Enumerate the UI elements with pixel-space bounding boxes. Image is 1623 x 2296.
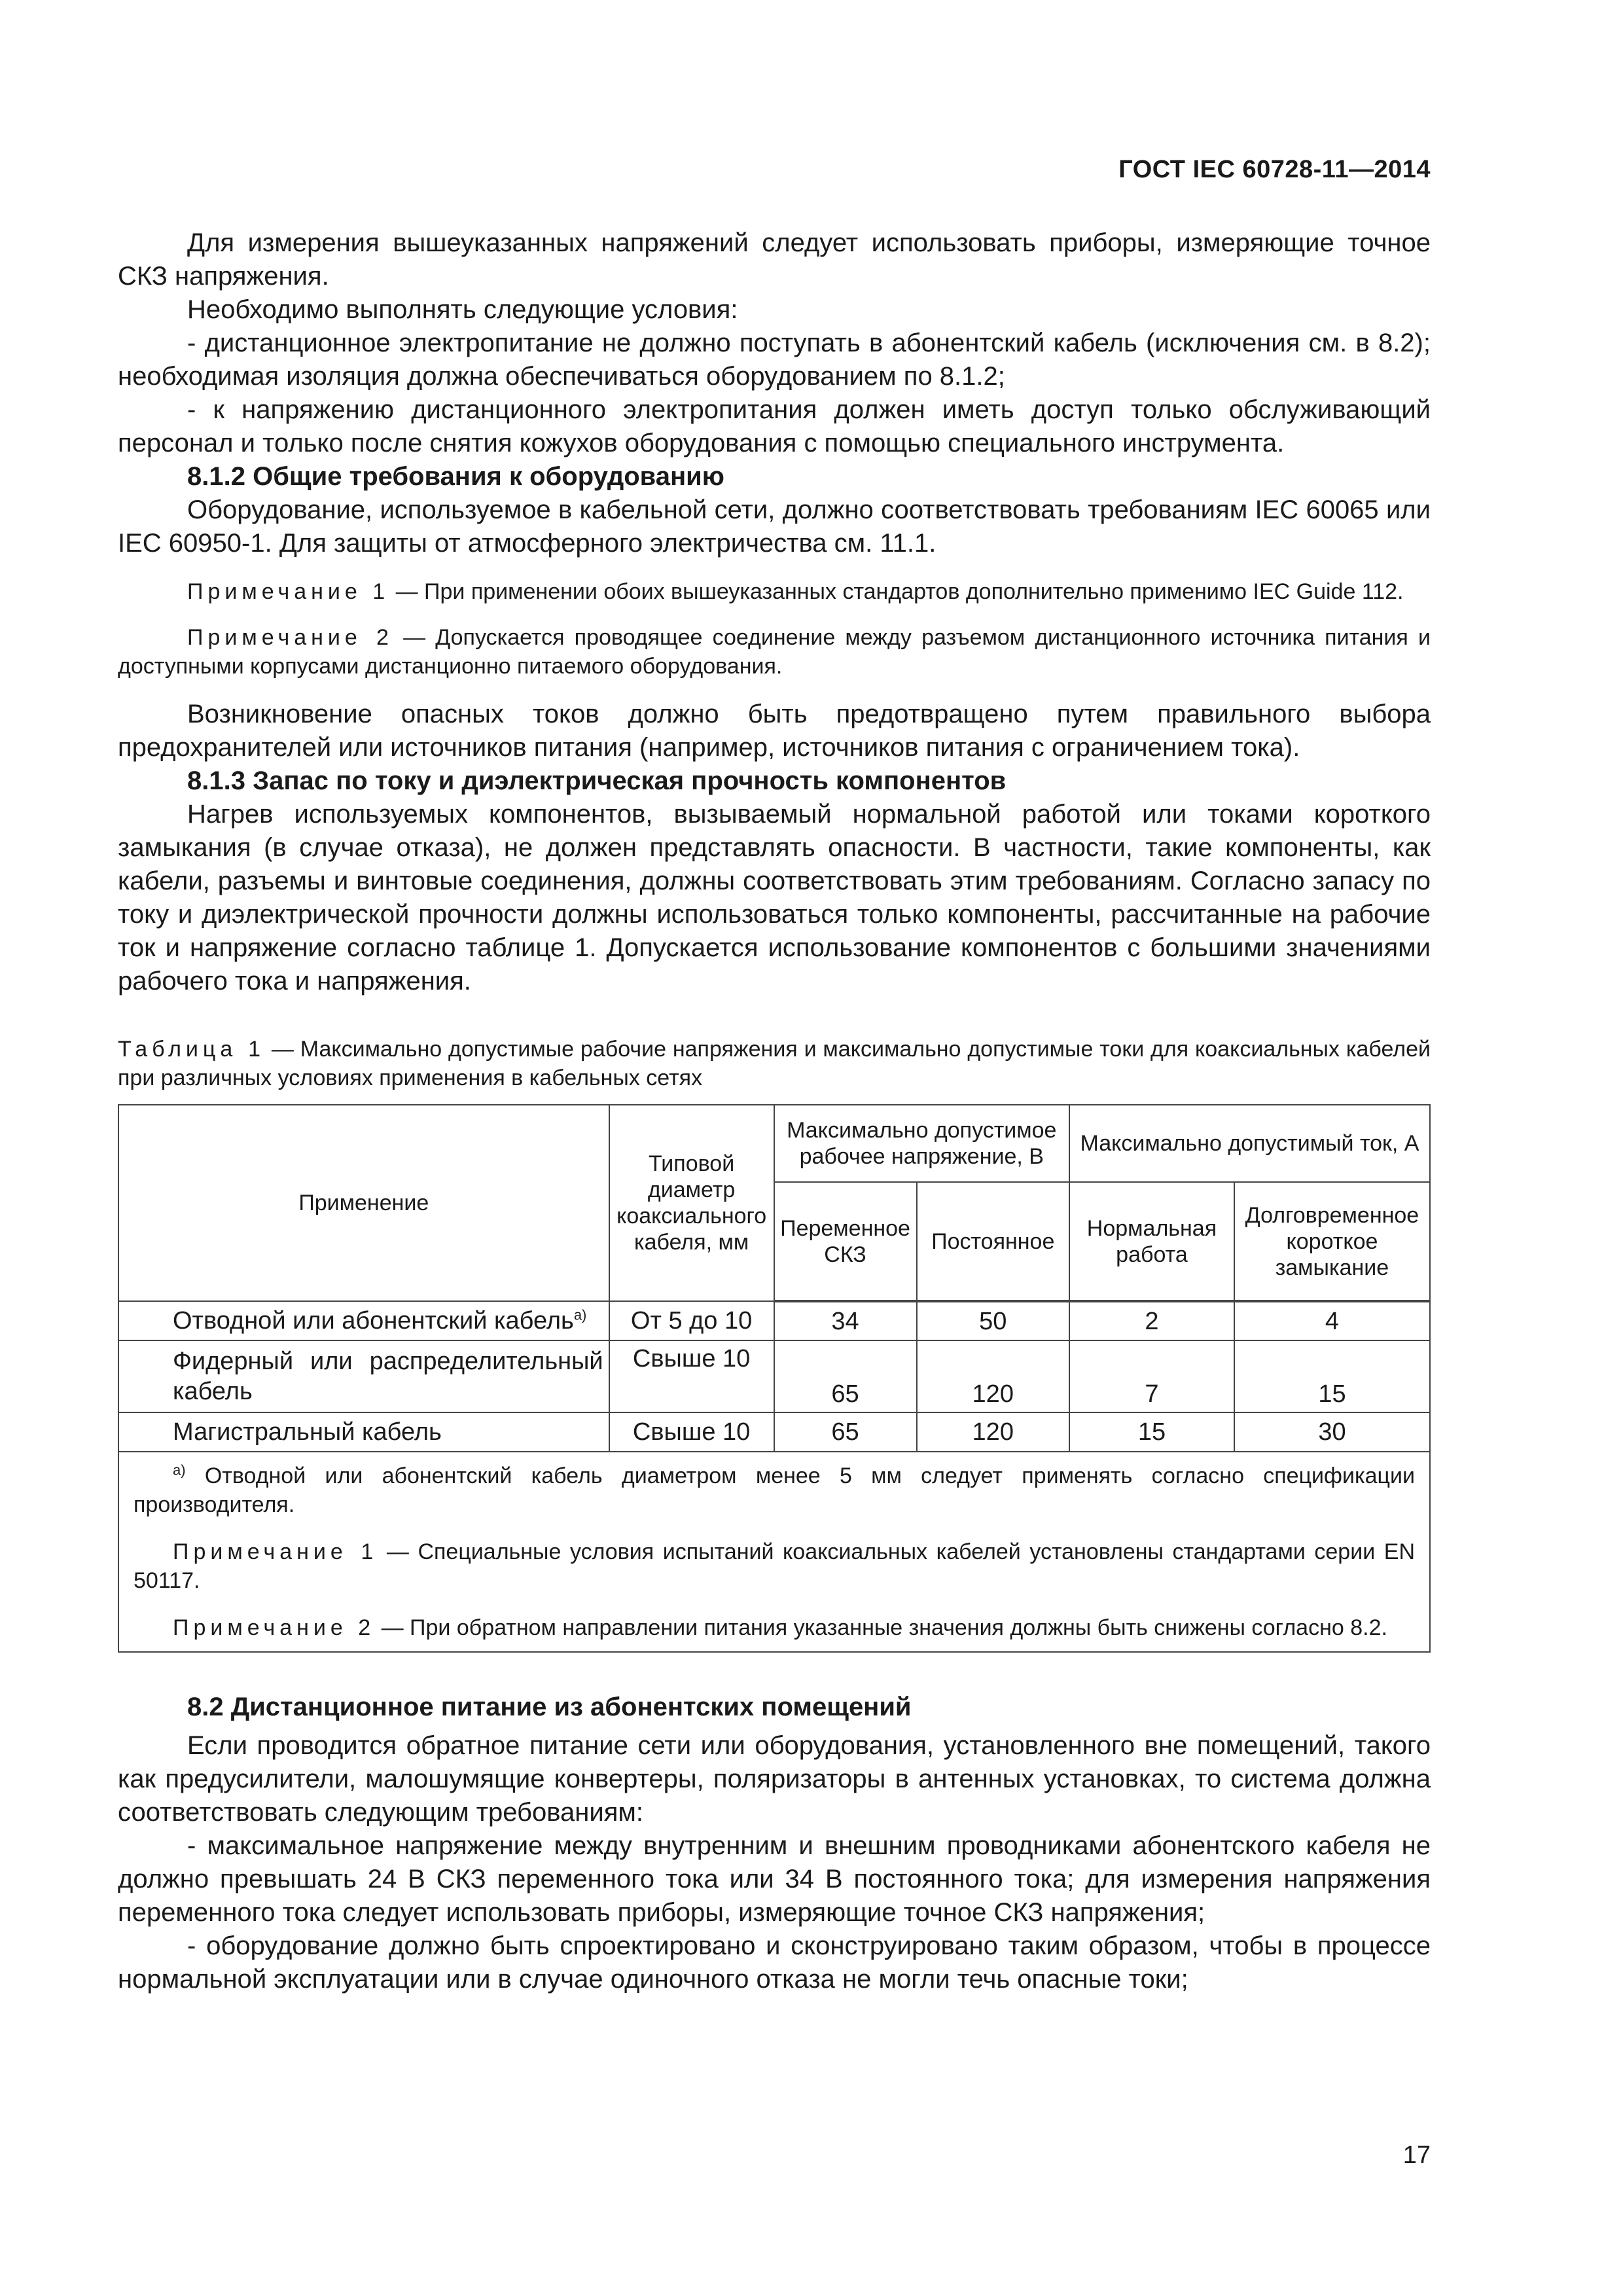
note-text: — При обратном направлении питания указанные значения должны быть снижены согласно 8.2.	[375, 1615, 1387, 1640]
page-number: 17	[1402, 2142, 1431, 2169]
section-heading-8-2: 8.2 Дистанционное питание из абонентских помещений	[187, 1693, 912, 1721]
footnote-ref: а)	[573, 1306, 587, 1323]
paragraph: Возникновение опасных токов должно быть предотвращено путем правильного выбора предохранителей или источников питания (например, источников питания с ограничением тока).	[118, 700, 1431, 762]
note-text: — При применении обоих вышеуказанных стандартов дополнительно применимо IEC Guide 112.	[389, 579, 1404, 604]
table-1	[118, 1104, 1431, 1653]
table-footnote-cell	[118, 1452, 1430, 1652]
table-caption-label: Таблица 1	[118, 1037, 266, 1062]
table-footnote	[134, 1462, 1415, 1519]
cell-application: Фидерный или распределительный кабель	[118, 1340, 609, 1412]
note-text: — Специальные условия испытаний коаксиальных кабелей установлены стандартами серии EN 50117.	[134, 1539, 1415, 1593]
paragraph: Для измерения вышеуказанных напряжений следует использовать приборы, измеряющие точное СКЗ напряжения.	[118, 228, 1431, 291]
paragraph: Нагрев используемых компонентов, вызываемый нормальной работой или токами короткого замыкания (в случае отказа), не должен представлять опасности. В частности, такие компоненты, как кабели, разъемы и винтовые соединения, должны соответствовать этим требованиям. Согласно запасу по току и диэлектрической прочности должны использоваться только компоненты, рассчитанные на рабочие ток и напряжение согласно таблице 1. Допускается использование компонентов с большими значениями рабочего тока и напряжения.	[118, 800, 1431, 996]
cell-short: 30	[1234, 1412, 1430, 1452]
cell-ac: 65	[774, 1340, 917, 1412]
cell-short: 15	[1234, 1340, 1430, 1412]
list-item: - оборудование должно быть спроектировано и сконструировано таким образом, чтобы в процессе нормальной эксплуатации или в случае одиночного отказа не могли течь опасные токи;	[118, 1931, 1431, 1994]
column-header-diameter: Типовой диаметр коаксиального кабеля, мм	[609, 1105, 774, 1301]
table-footnotes	[118, 1452, 1430, 1652]
cell-dc: 120	[917, 1412, 1069, 1452]
paragraph: Необходимо выполнять следующие условия:	[187, 295, 738, 324]
cell-ac: 65	[774, 1412, 917, 1452]
cell-diameter: Свыше 10	[609, 1412, 774, 1452]
list-item: - к напряжению дистанционного электропитания должен иметь доступ только обслуживающий персонал и только после снятия кожухов оборудования с помощью специального инструмента.	[118, 395, 1431, 457]
cell-short: 4	[1234, 1301, 1430, 1340]
section-heading-8-1-2: 8.1.2 Общие требования к оборудованию	[187, 462, 724, 491]
column-header-application: Применение	[118, 1105, 609, 1301]
cell-application	[118, 1301, 609, 1340]
list-item: - дистанционное электропитание не должно поступать в абонентский кабель (исключения см. в 8.2); необходимая изоляция должна обеспечиваться оборудованием по 8.1.2;	[118, 329, 1431, 391]
note-label: Примечание 1	[173, 1539, 378, 1564]
cell-diameter: Свыше 10	[609, 1340, 774, 1412]
column-header-normal: Нормальная работа	[1069, 1182, 1234, 1301]
table-row	[118, 1412, 1430, 1452]
table-row	[118, 1340, 1430, 1412]
column-header-current-group: Максимально допустимый ток, А	[1069, 1105, 1430, 1182]
note-1	[118, 577, 1431, 606]
cell-normal: 7	[1069, 1340, 1234, 1412]
cell-normal: 15	[1069, 1412, 1234, 1452]
cell-normal: 2	[1069, 1301, 1234, 1340]
table-caption-text: — Максимально допустимые рабочие напряжения и максимально допустимые токи для коаксиальных кабелей при различных условиях применения в кабельных сетях	[118, 1037, 1431, 1090]
paragraph: Если проводится обратное питание сети или оборудования, установленного вне помещений, такого как предусилители, малошумящие конвертеры, поляризаторы в антенных установках, то система должна соответствовать следующим требованиям:	[118, 1731, 1431, 1827]
section-heading-8-1-3: 8.1.3 Запас по току и диэлектрическая прочность компонентов	[187, 766, 1007, 795]
cell-text: Отводной или абонентский кабель	[173, 1307, 574, 1335]
column-header-short-circuit: Долговременное короткое замыкание	[1234, 1182, 1430, 1301]
note-label: Примечание 1	[187, 579, 390, 604]
table-caption	[118, 1035, 1431, 1092]
column-header-ac: Переменное СКЗ	[774, 1182, 917, 1301]
table-note-2	[134, 1613, 1415, 1642]
cell-ac: 34	[774, 1301, 917, 1340]
cell-dc: 120	[917, 1340, 1069, 1412]
cell-dc: 50	[917, 1301, 1069, 1340]
note-text: — Допускается проводящее соединение между разъемом дистанционного источника питания и доступными корпусами дистанционно питаемого оборудования.	[118, 625, 1431, 679]
footnote-text: Отводной или абонентский кабель диаметром менее 5 мм следует применять согласно спецификации производителя.	[134, 1463, 1415, 1517]
note-label: Примечание 2	[173, 1615, 376, 1640]
table-row	[118, 1301, 1430, 1340]
cell-diameter: От 5 до 10	[609, 1301, 774, 1340]
note-2	[118, 623, 1431, 681]
document-header: ГОСТ IEC 60728-11—2014	[1118, 156, 1431, 183]
column-header-dc: Постоянное	[917, 1182, 1069, 1301]
note-label: Примечание 2	[187, 625, 393, 650]
footnote-mark: а)	[173, 1462, 186, 1479]
list-item: - максимальное напряжение между внутренним и внешним проводниками абонентского кабеля не должно превышать 24 В СКЗ переменного тока или 34 В постоянного тока; для измерения напряжения переменного тока следует использовать приборы, измеряющие точное СКЗ напряжения;	[118, 1831, 1431, 1927]
table-note-1	[134, 1537, 1415, 1595]
column-header-voltage-group: Максимально допустимое рабочее напряжение, В	[774, 1105, 1069, 1182]
document-body	[118, 226, 1431, 1996]
cell-application: Магистральный кабель	[118, 1412, 609, 1452]
paragraph: Оборудование, используемое в кабельной сети, должно соответствовать требованиям IEC 60065 или IEC 60950-1. Для защиты от атмосферного электричества см. 11.1.	[118, 495, 1431, 558]
